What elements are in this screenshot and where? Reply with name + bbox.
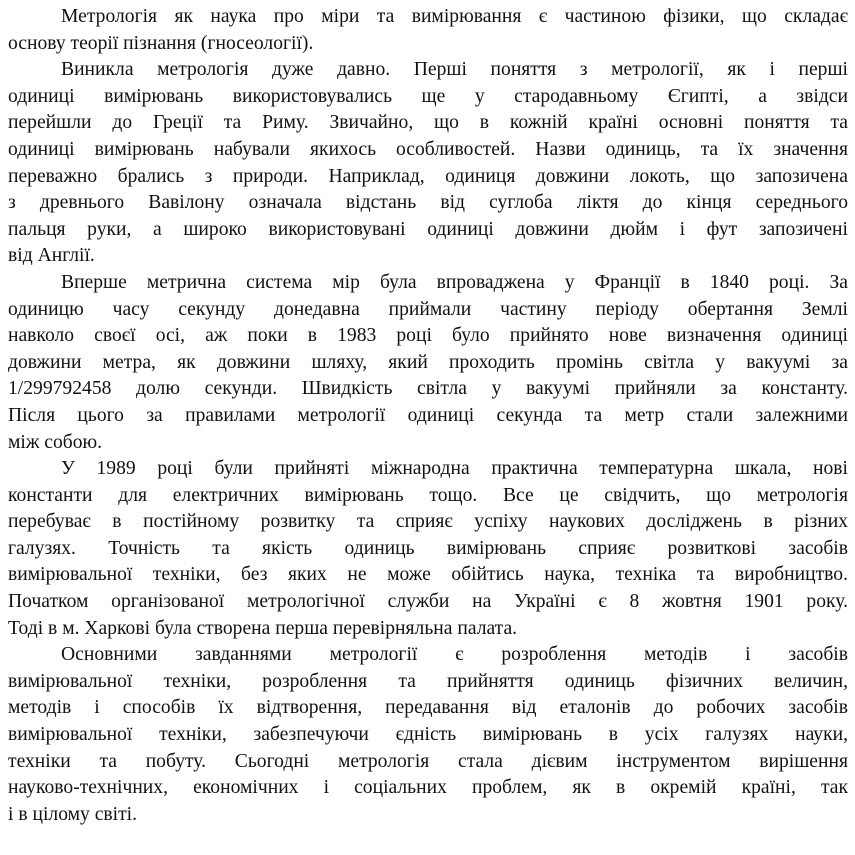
text-line: навколо своєї осі, аж поки в 1983 році було прийнято нове визначення одиниці [8,325,848,347]
text-line: методів і способів їх відтворення, передавання від еталонів до робочих засобів [8,697,848,719]
text-line: перебуває в постійному розвитку та сприяє успіху наукових досліджень в різних [8,511,848,533]
text-line: вимірювальної техніки, без яких не може обійтись наука, техніка та виробництво. [8,564,848,586]
text-line: Початком організованої метрологічної служби на Україні є 8 жовтня 1901 року. [8,591,848,613]
text-line: У 1989 році були прийняті міжнародна практична температурна шкала, нові [61,458,848,480]
text-line: з древнього Вавілону означала відстань від суглоба ліктя до кінця середнього [8,192,848,214]
paragraph-5 [8,642,848,828]
text-line: одиниці вимірювань набували якихось особливостей. Назви одиниць, та їх значення [8,138,848,160]
text-line: константи для електричних вимірювань тощо. Все це свідчить, що метрологія [8,484,848,506]
text-line: науково-технічних, економічних і соціальних проблем, як в окремій країні, так [8,777,848,799]
paragraph-4 [8,456,848,642]
text-line: довжини метра, як довжини шляху, який проходить промінь світла у вакуумі за [8,351,848,373]
document-page [8,4,848,828]
text-line: техніки та побуту. Сьогодні метрологія стала дієвим інструментом вирішення [8,750,848,772]
paragraph-1 [8,4,848,57]
text-line: від Англії. [8,245,95,267]
text-line: Виникла метрологія дуже давно. Перші поняття з метрології, як і перші [61,59,848,81]
text-line: 1/299792458 долю секунди. Швидкість світла у вакуумі прийняли за константу. [8,378,848,400]
text-line: одиницю часу секунду донедавна приймали частину періоду обертання Землі [8,298,848,320]
text-line: переважно брались з природи. Наприклад, одиниця довжини локоть, що запозичена [8,165,848,187]
text-line: перейшли до Греції та Риму. Звичайно, що в кожній країні основні поняття та [8,112,848,134]
text-line: одиниці вимірювань використовувались ще у стародавньому Єгипті, а звідси [8,85,848,107]
text-line: Тоді в м. Харкові була створена перша перевірняльна палата. [8,617,518,639]
text-line: Після цього за правилами метрології одиниці секунда та метр стали залежними [8,404,848,426]
text-line: Вперше метрична система мір була впроваджена у Франції в 1840 році. За [61,271,848,293]
paragraph-2 [8,57,848,270]
paragraph-3 [8,270,848,456]
text-line: Основними завданнями метрології є розроблення методів і засобів [61,644,848,666]
text-line: Метрологія як наука про міри та вимірювання є частиною фізики, що складає [61,6,848,27]
text-line: вимірювальної техніки, розроблення та прийняття одиниць фізичних величин, [8,670,848,692]
text-line: вимірювальної техніки, забезпечуючи єдність вимірювань в усіх галузях науки, [8,724,848,746]
text-line: галузях. Точність та якість одиниць вимірювань сприяє розвиткові засобів [8,537,848,559]
text-line: і в цілому світі. [8,803,138,825]
text-line: основу теорії пізнання (гносеології). [8,32,314,54]
text-line: між собою. [8,431,103,453]
text-line: пальця руки, а широко використовувані одиниці довжини дюйм і фут запозичені [8,218,848,240]
